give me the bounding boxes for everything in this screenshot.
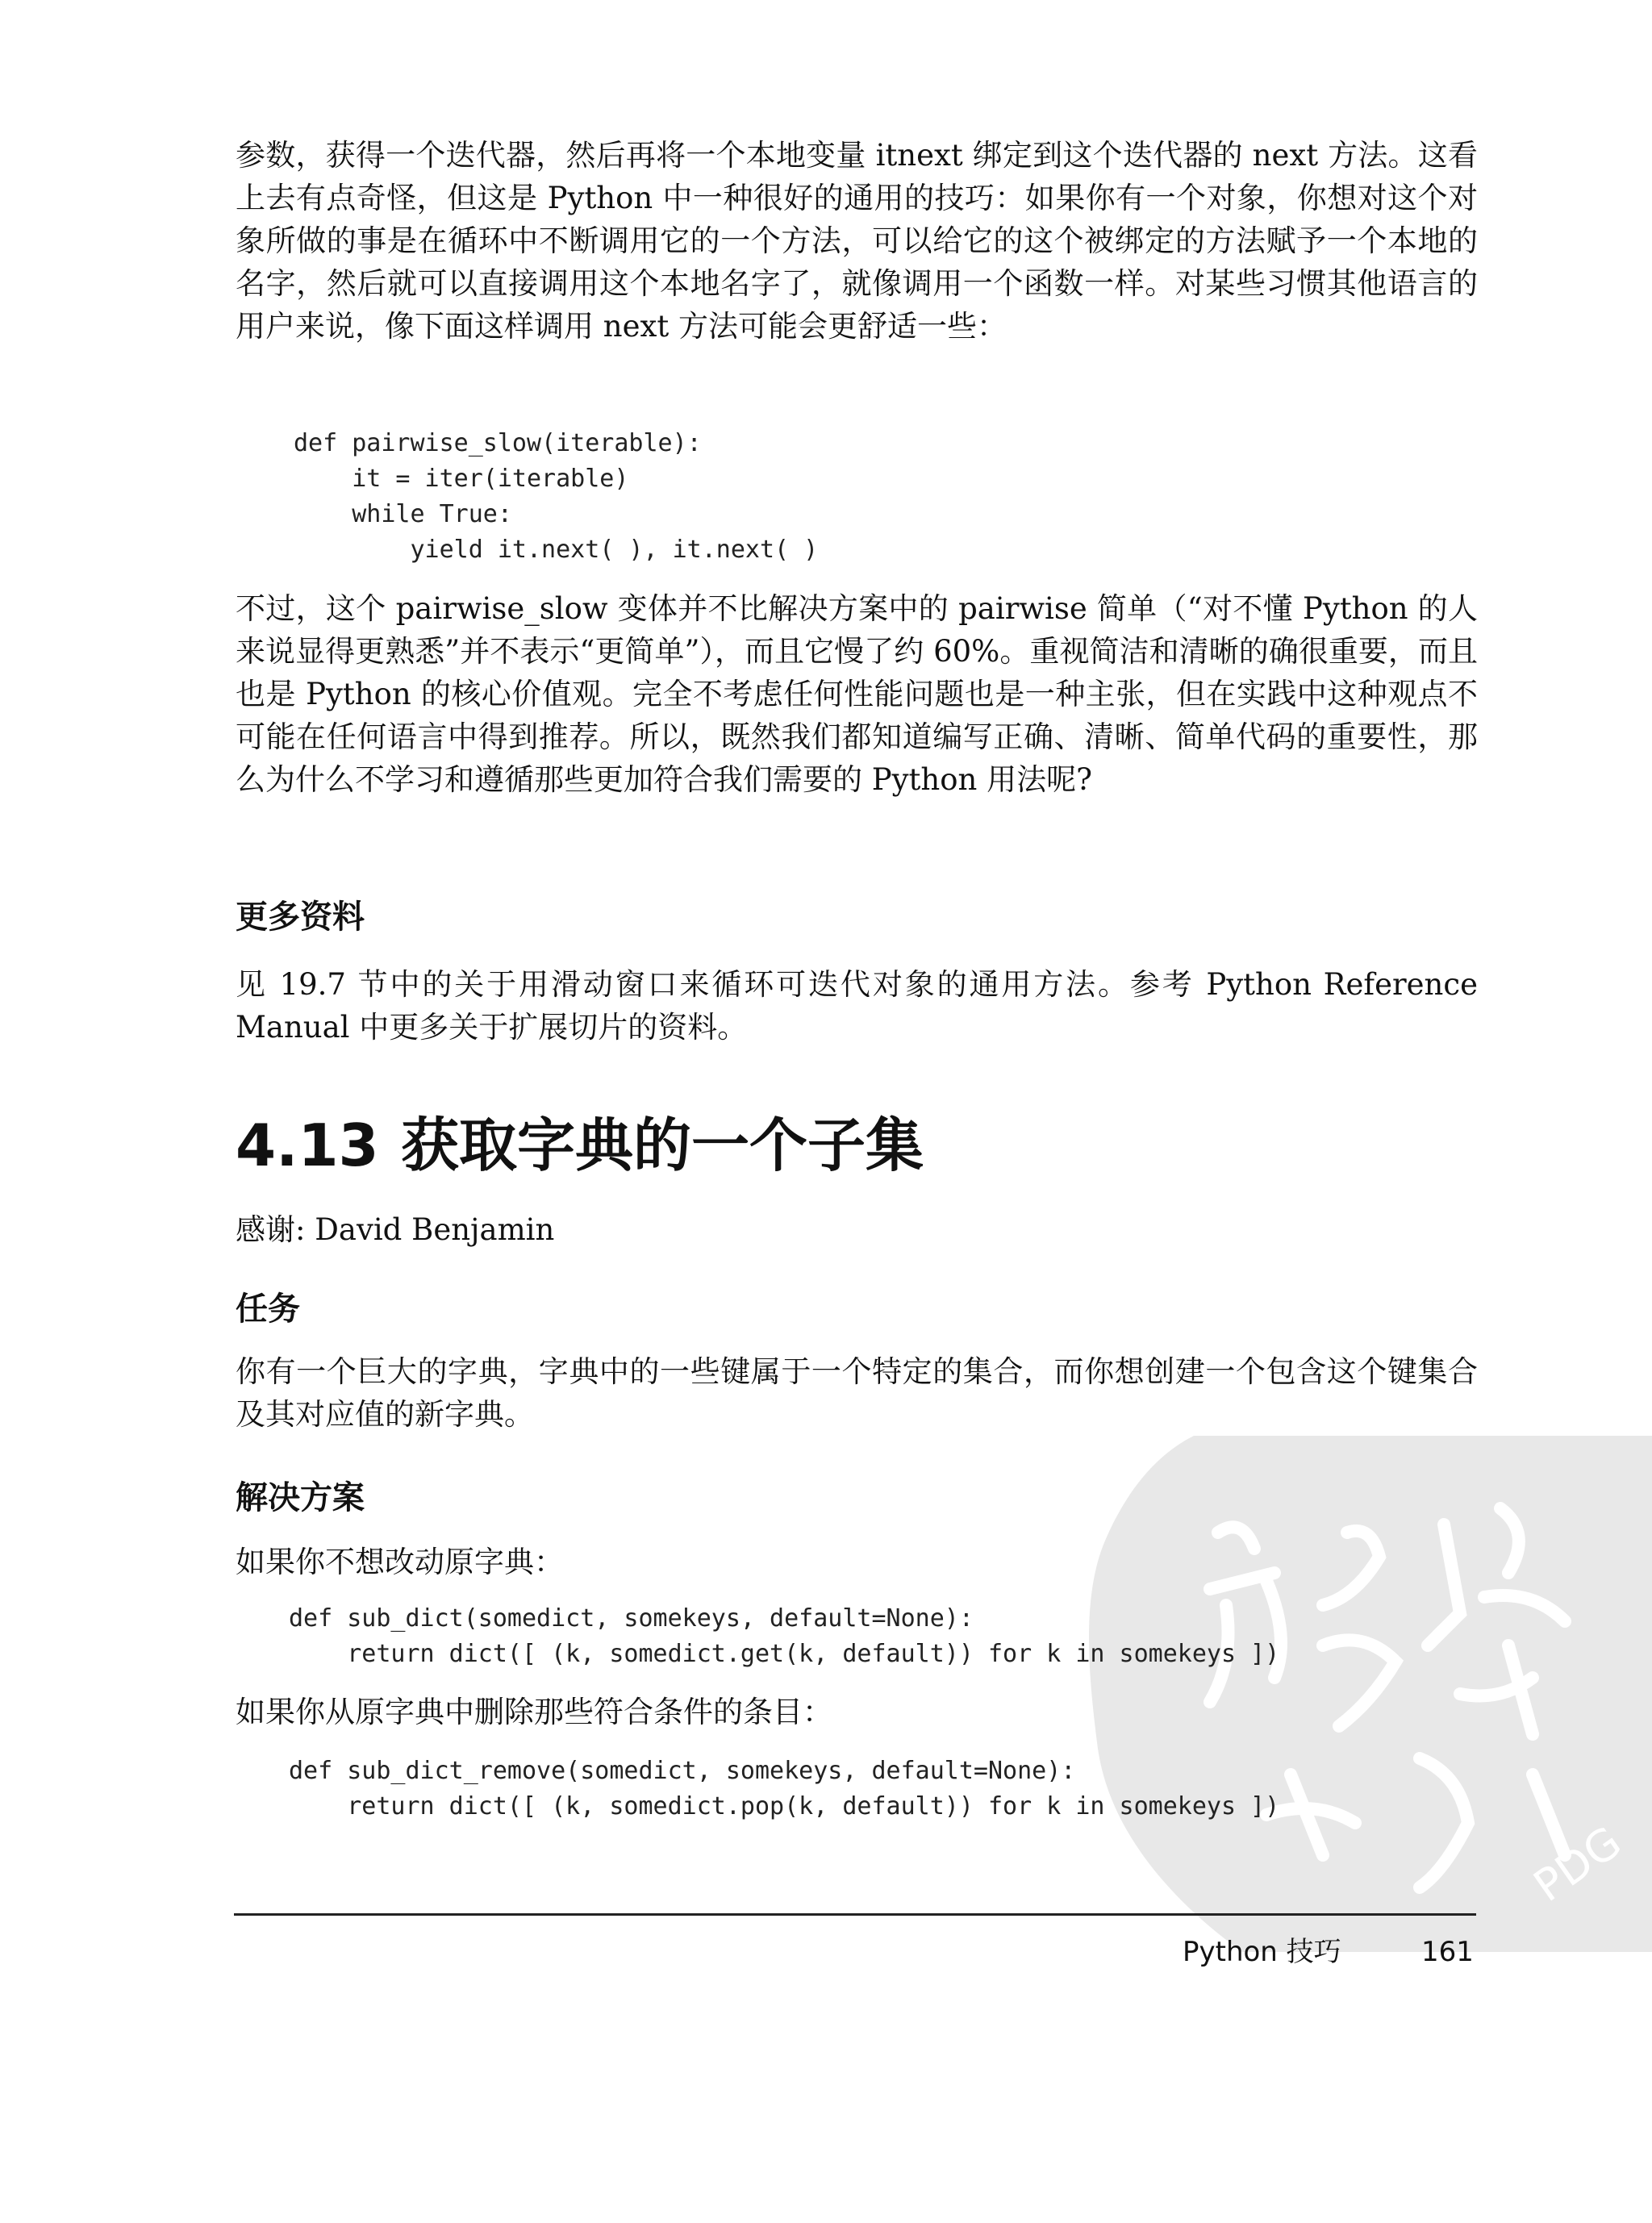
code-block-pairwise-slow: def pairwise_slow(iterable): it = iter(iterable) while True: yield it.next( ), it.next( ) xyxy=(294,429,819,564)
section-number: 4.13 xyxy=(236,1112,379,1179)
section-title-text: 获取字典的一个子集 xyxy=(401,1112,924,1179)
watermark-text: PDG xyxy=(1525,1816,1631,1912)
paragraph-solution-intro-2: 如果你从原字典中删除那些符合条件的条目： xyxy=(236,1695,832,1729)
paragraph-task: 你有一个巨大的字典，字典中的一些键属于一个特定的集合，而你想创建一个包含这个键集合及其对应值的新字典。 xyxy=(236,1354,1478,1432)
footer-rule xyxy=(234,1913,1476,1916)
footer-book-title: Python 技巧 xyxy=(1183,1936,1341,1968)
section-credit: 感谢: David Benjamin xyxy=(236,1212,555,1247)
code-block-sub-dict-remove: def sub_dict_remove(somedict, somekeys, default=None): return dict([ (k, somedict.pop(k, default)) for k in somekeys ]) xyxy=(289,1757,1280,1821)
paragraph-discussion: 不过，这个 pairwise_slow 变体并不比解决方案中的 pairwise 简单（“对不懂 Python 的人来说显得更熟悉”并不表示“更简单”），而且它慢了约 60%。重视简洁和清晰的确很重要，而且也是 Python 的核心价值观。完全不考虑任何性能问题也是一种主张，但在实践中这种观点不可能在任何语言中得到推荐。所以，既然我们都知道编写正确、清晰、简单代码的重要性，那么为什么不学习和遵循那些更加符合我们需要的 Python 用法呢? xyxy=(236,591,1478,797)
code-block-sub-dict: def sub_dict(somedict, somekeys, default=None): return dict([ (k, somedict.get(k, default)) for k in somekeys ]) xyxy=(289,1604,1280,1668)
paragraph-solution-intro-1: 如果你不想改动原字典： xyxy=(236,1545,564,1579)
paragraph-intro: 参数，获得一个迭代器，然后再将一个本地变量 itnext 绑定到这个迭代器的 next 方法。这看上去有点奇怪，但这是 Python 中一种很好的通用的技巧：如果你有一个对象，你想对这个对象所做的事是在循环中不断调用它的一个方法，可以给它的这个被绑定的方法赋予一个本地的名字，然后就可以直接调用这个本地名字了，就像调用一个函数一样。对某些习惯其他语言的用户来说，像下面这样调用 next 方法可能会更舒适一些： xyxy=(236,138,1478,344)
heading-solution: 解决方案 xyxy=(236,1479,365,1516)
section-title xyxy=(236,1109,924,1182)
heading-more-info: 更多资料 xyxy=(236,899,365,936)
heading-task: 任务 xyxy=(236,1291,300,1328)
paragraph-more-info: 见 19.7 节中的关于用滑动窗口来循环可迭代对象的通用方法。参考 Python Reference Manual 中更多关于扩展切片的资料。 xyxy=(236,967,1478,1045)
footer-page-number: 161 xyxy=(1421,1936,1474,1968)
